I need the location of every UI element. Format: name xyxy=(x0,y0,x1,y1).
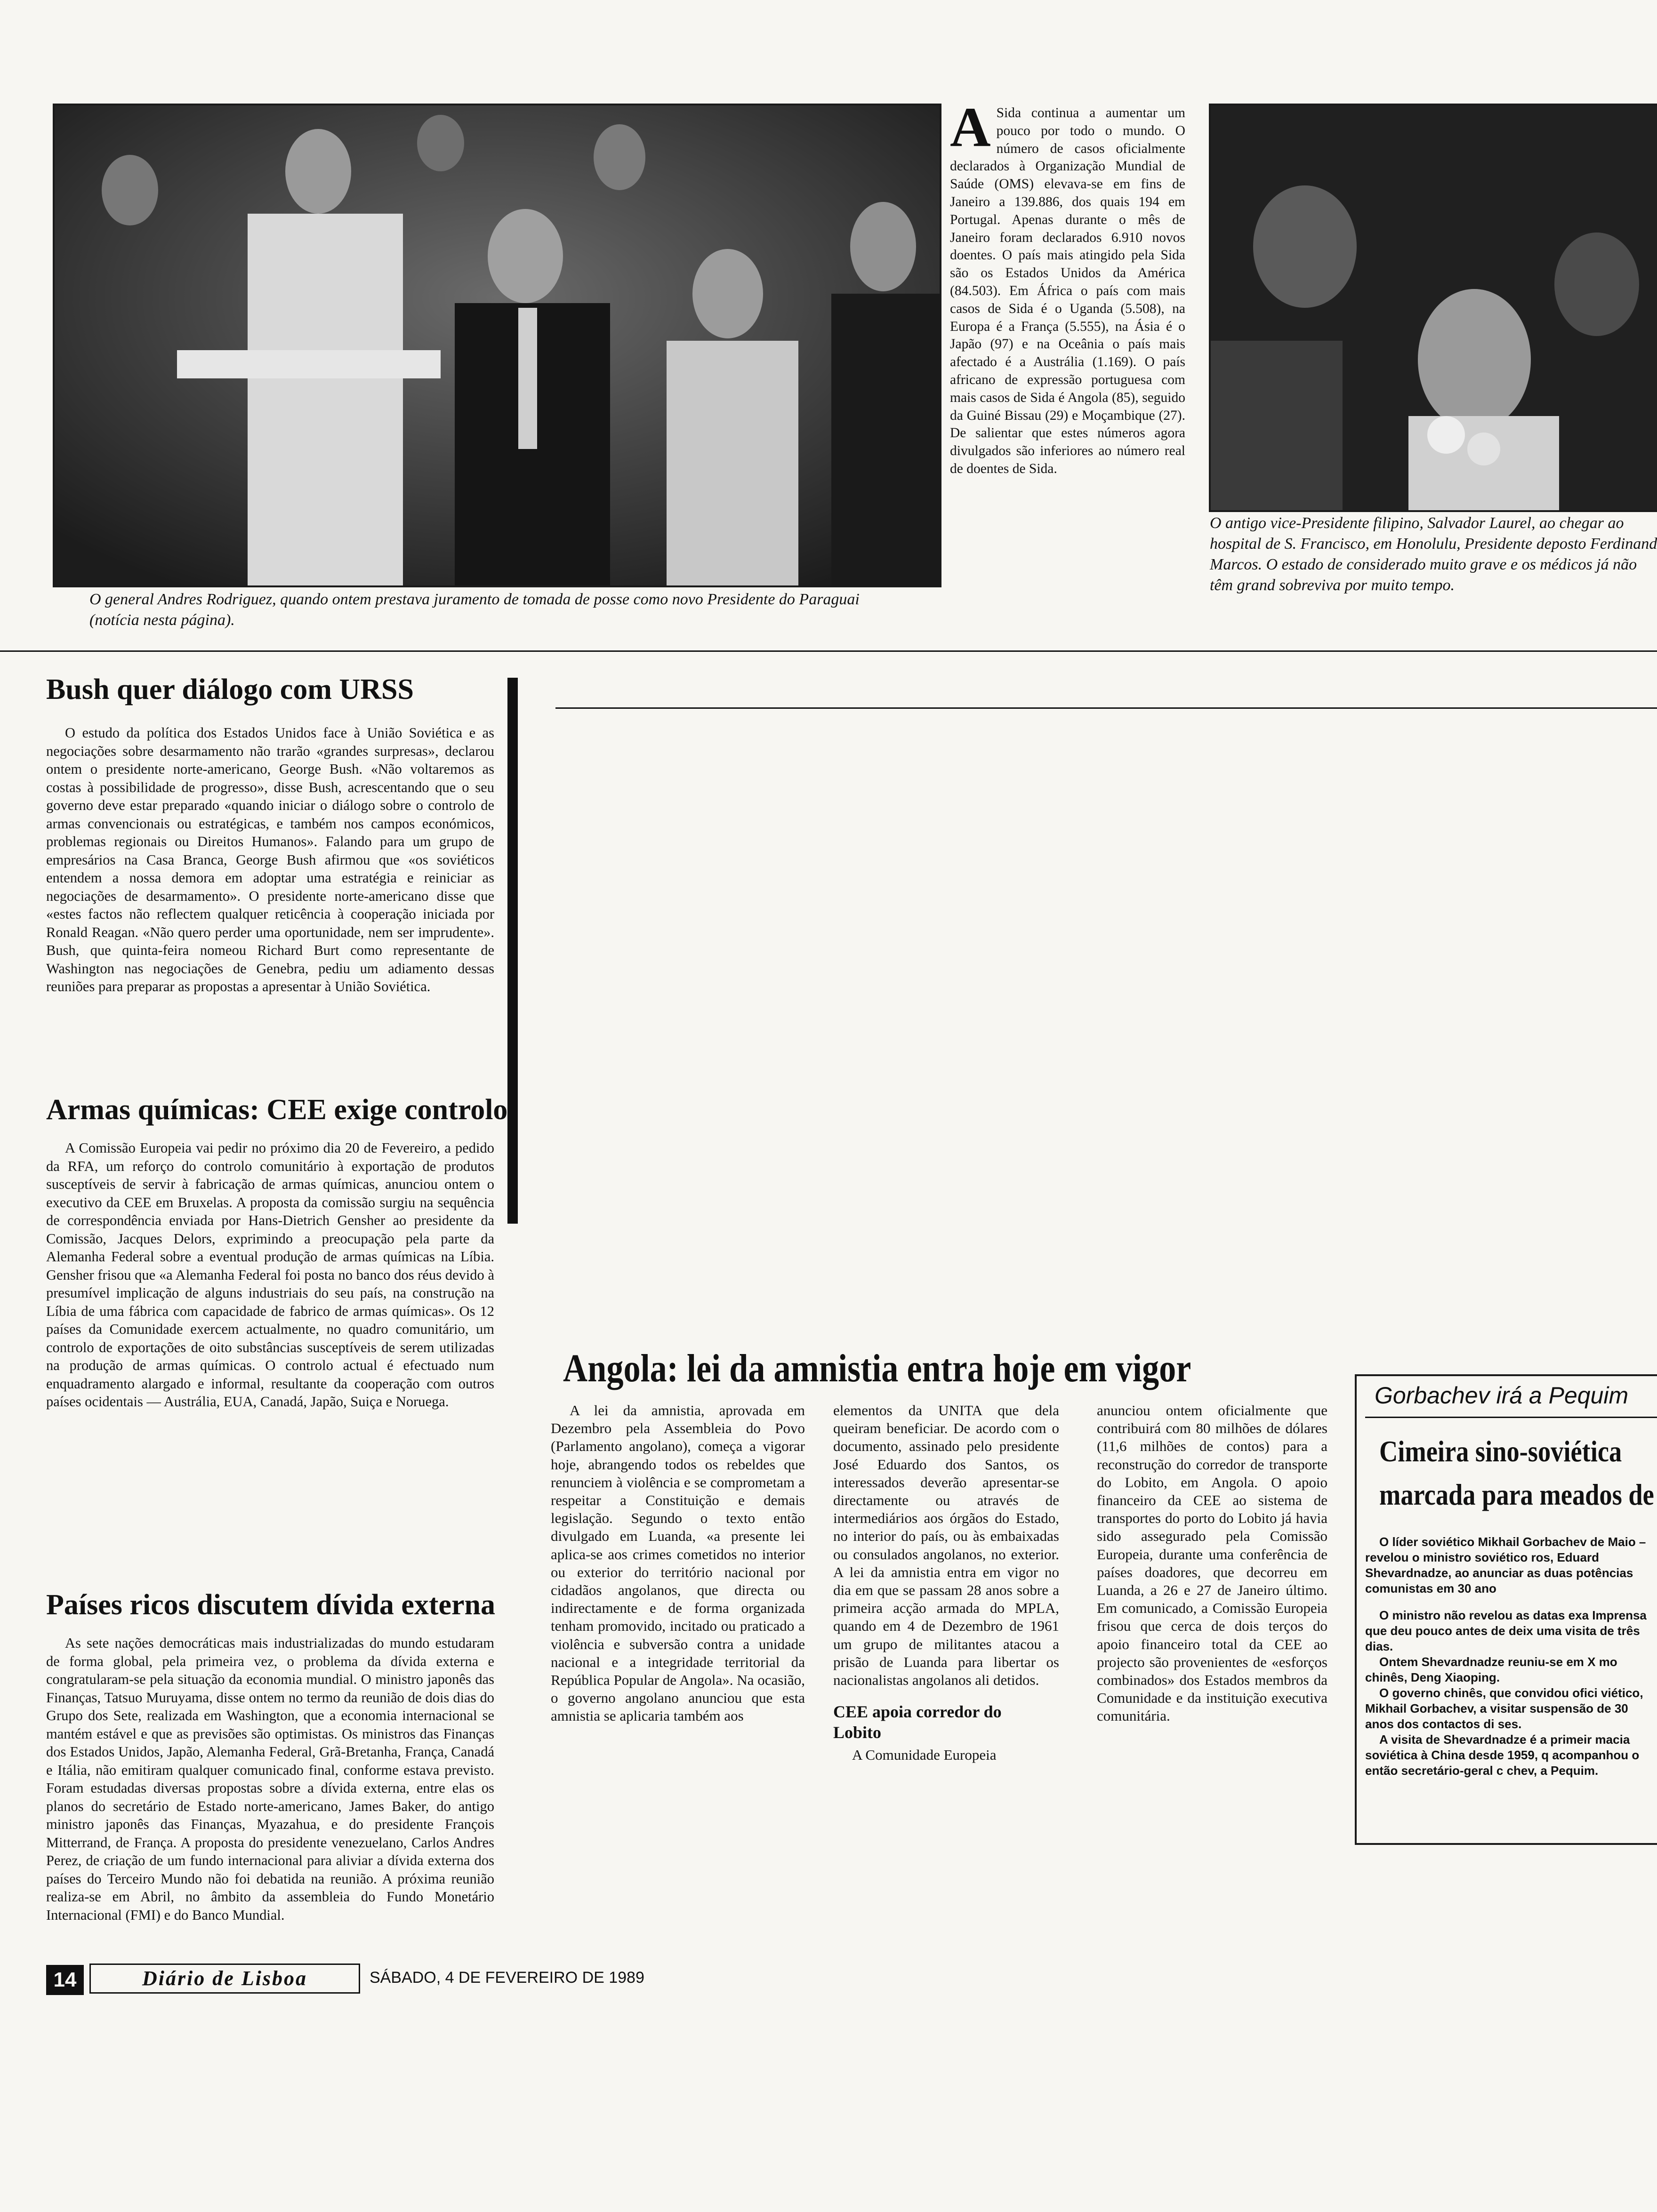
gorbachev-p3: Ontem Shevardnadze reuniu-se em X mo chinês, Deng Xiaoping. xyxy=(1365,1655,1617,1684)
photo-laurel-hospital xyxy=(1209,104,1657,512)
main-article-bar xyxy=(507,678,518,1224)
paises-article xyxy=(46,1634,494,1924)
photo-left-caption: O general Andres Rodriguez, quando ontem prestava juramento de tomada de posse como novo Presidente do Paraguai (notícia nesta página). xyxy=(89,591,860,629)
bush-article xyxy=(46,724,494,996)
gorbachev-p1: O líder soviético Mikhail Gorbachev de Maio – revelou o ministro soviético ros, Eduard Shevardnadze, ao anunciar as duas potências comunistas em 30 ano xyxy=(1365,1535,1646,1595)
gorbachev-kicker: Gorbachev irá a Pequim xyxy=(1375,1382,1629,1409)
gorbachev-p4: O governo chinês, que convidou ofici viético, Mikhail Gorbachev, a visitar suspensão de 30 anos dos contactos di ses. xyxy=(1365,1686,1643,1731)
angola-col-b xyxy=(833,1402,1059,1689)
gorbachev-p5: A visita de Shevardnadze é a primeir macia soviética à China desde 1959, q acompanhou o então secretário-geral c chev, a Pequim. xyxy=(1365,1732,1640,1778)
masthead: Diário de Lisboa xyxy=(89,1964,360,1994)
paises-text: As sete nações democráticas mais industrializadas do mundo estudaram de forma global, pela primeira vez, o problema da dívida externa e congratularam-se pela situação da economia mundial. O ministro japonês das Finanças, Tatsuo Muruyama, disse ontem no termo da reunião de dois dias do Grupo dos Sete, realizada em Washington, que a economia internacional se mantém estável e que as previsões são optimistas. Os ministros das Finanças dos Estados Unidos, Japão, Alemanha Federal, Grã-Bretanha, França, Canadá e Itália, não emitiram qualquer comunicado final, conforme estava previsto. Foram estudadas diversas propostas sobre a dívida externa, entre elas os planos do secretário de Estado norte-americano, James Baker, do antigo ministro japonês das Finanças, Myazahua, e do presidente François Mitterrand, de França. A proposta do presidente venezuelano, Carlos Andres Perez, de criação de um fundo internacional para aliviar a dívida externa dos países do Terceiro Mundo não foi debatida na reunião. A próxima reunião realiza-se em Abril, no âmbito da assembleia do Fundo Monetário Internacional (FMI) e do Banco Mundial. xyxy=(46,1635,494,1923)
gorbachev-headline-2: marcada para meados de xyxy=(1379,1478,1654,1511)
gorbachev-kicker-rule xyxy=(1365,1417,1657,1418)
paises-headline: Países ricos discutem dívida externa xyxy=(46,1589,496,1621)
photo-image xyxy=(55,105,940,585)
cee-lobito-subhead: CEE apoia corredor do Lobito xyxy=(833,1702,1002,1742)
top-divider xyxy=(0,650,1657,652)
sida-text: Sida continua a aumentar um pouco por todo o mundo. O número de casos oficialmente declarados à Organização Mundial de Saúde (OMS) elevava-se em fins de Janeiro a 139.886, dos quais 194 em Portugal. Apenas durante o mês de Janeiro foram declarados 6.910 novos doentes. O país mais atingido pela Sida são os Estados Unidos da América (84.503). Em África o país com mais casos de Sida é o Uganda (5.508), na Europa é a França (5.555), na Ásia é o Japão (97) e na Oceânia o país mais afectado é a Austrália (1.169). O país africano de expressão portuguesa com mais casos de Sida é Angola (85), seguido da Guiné Bissau (29) e Moçambique (27). De salientar que estes números agora divulgados são inferiores ao número real de doentes de Sida. xyxy=(950,105,1185,476)
photo-image xyxy=(1211,105,1657,510)
angola-col-a xyxy=(551,1402,805,1725)
gorbachev-p2: O ministro não revelou as datas exa Imprensa que deu pouco antes de deix uma visita de três dias. xyxy=(1365,1608,1647,1653)
angola-col-c-text: anunciou ontem oficialmente que contribuirá com 80 milhões de dólares (11,6 milhões de contos) para a reconstrução do corredor de transporte do Lobito, em Angola. O apoio financeiro da CEE ao sistema de transportes do porto do Lobito já havia sido assegurado pela Comissão Europeia, durante uma conferência de países doadores, que decorreu em Luanda, a 26 e 27 de Janeiro último. Em comunicado, a Comissão Europeia frisou que cerca de dois terços do apoio financeiro total da CEE ao projecto são provenientes de «esforços combinados» dos Estados membros da Comunidade e da instituição executiva comunitária. xyxy=(1097,1402,1327,1724)
bush-headline: Bush quer diálogo com URSS xyxy=(46,673,414,705)
angola-col-b2 xyxy=(833,1746,1059,1764)
gorbachev-headline-1: Cimeira sino-soviética xyxy=(1379,1435,1622,1468)
armas-article xyxy=(46,1139,494,1411)
angola-col-b-text: elementos da UNITA que dela queiram beneficiar. De acordo com o documento, assinado pelo presidente José Eduardo dos Santos, os interessados deverão apresentar-se directamente ou através de intermediários aos órgãos do Estado, no interior do país, ou às embaixadas ou consulados angolanos, no exterior. A lei da amnistia entra em vigor no dia em que se passam 28 anos sobre a primeira acção armada do MPLA, quando em 4 de Dezembro de 1961 um grupo de militantes atacou a prisão de Luanda para libertar os nacionalistas angolanos ali detidos. xyxy=(833,1402,1059,1689)
kicker-underline xyxy=(555,707,1657,709)
sida-article xyxy=(950,96,1185,478)
angola-col-c xyxy=(1097,1402,1327,1725)
photo-rodriguez-oath xyxy=(53,104,941,587)
angola-col-b2-text: A Comunidade Europeia xyxy=(852,1747,997,1763)
angola-headline: Angola: lei da amnistia entra hoje em vigor xyxy=(563,1346,1191,1390)
dropcap-letter: A xyxy=(950,96,991,158)
bush-text: O estudo da política dos Estados Unidos face à União Soviética e as negociações sobre desarmamento não trarão «grandes surpresas», declarou ontem o presidente norte-americano, George Bush. «Não voltaremos as costas à possibilidade de progresso», disse Bush, acrescentando que o seu governo deve estar preparado «quando iniciar o diálogo sobre o controlo de armas convencionais ou estratégicas, e também nos campos económicos, problemas regionais ou Direitos Humanos». Falando para um grupo de empresários na Casa Branca, George Bush afirmou que «os soviéticos entendem a nossa demora em adoptar uma estratégia e reiniciar as negociações de desarmamento». O presidente norte-americano disse que «estes factos não reflectem qualquer reticência à cooperação iniciada por Ronald Reagan. «Não quero perder uma oportunidade, nem ser imprudente». Bush, que quinta-feira nomeou Richard Burt como representante de Washington nas negociações de Genebra, pediu um adiamento dessas reuniões para preparar as propostas a apresentar à União Soviética. xyxy=(46,725,494,994)
armas-headline: Armas químicas: CEE exige controlo xyxy=(46,1094,508,1126)
photo-right-caption: O antigo vice-Presidente filipino, Salvador Laurel, ao chegar ao hospital de S. Francisco, em Honolulu, Presidente deposto Ferdinand Marcos. O estado de considerado muito grave e os médicos já não têm grand sobreviva por muito tempo. xyxy=(1210,514,1657,594)
page-number: 14 xyxy=(46,1965,84,1995)
issue-date: SÁBADO, 4 DE FEVEREIRO DE 1989 xyxy=(370,1969,644,1987)
gorbachev-body xyxy=(1365,1534,1657,1779)
angola-col-a-text: A lei da amnistia, aprovada em Dezembro pela Assembleia do Povo (Parlamento angolano), começa a vigorar hoje, abrangendo todos os rebeldes que renunciem à violência e se comprometam a respeitar a Constituição e demais legislação. Segundo o texto então divulgado em Luanda, «a presente lei aplica-se aos crimes cometidos no interior ou exterior do território nacional por cidadãos angolanos, que directa ou indirectamente e de forma organizada tenham promovido, incitado ou praticado a violência e subversão contra a unidade nacional e a integridade territorial da República Popular de Angola». Na ocasião, o governo angolano anunciou que esta amnistia se aplicaria também aos xyxy=(551,1402,805,1724)
armas-text: A Comissão Europeia vai pedir no próximo dia 20 de Fevereiro, a pedido da RFA, um reforço do controlo comunitário à exportação de produtos susceptíveis de servir à fabricação de armas químicas, anunciou ontem o executivo da CEE em Bruxelas. A proposta da comissão surgiu na sequência de correspondência enviada por Hans-Dietrich Gensher ao presidente da Comissão, Jacques Delors, exprimindo a preocupação pela parte da Alemanha Federal sobre a eventual produção de armas químicas na Líbia. Gensher frisou que «a Alemanha Federal foi posta no banco dos réus devido à presumível implicação de alguns industriais do seu país, na construção na Líbia de uma fábrica com capacidade de fabrico de armas químicas». Os 12 países da Comunidade exercem actualmente, no quadro comunitário, um controlo de exportações de oito substâncias susceptíveis de serem utilizadas na produção de armas químicas. O controlo actual é efectuado num enquadramento alargado e informal, resultante da cooperação com outros países ocidentais — Austrália, EUA, Canadá, Japão, Suiça e Noruega. xyxy=(46,1140,494,1410)
